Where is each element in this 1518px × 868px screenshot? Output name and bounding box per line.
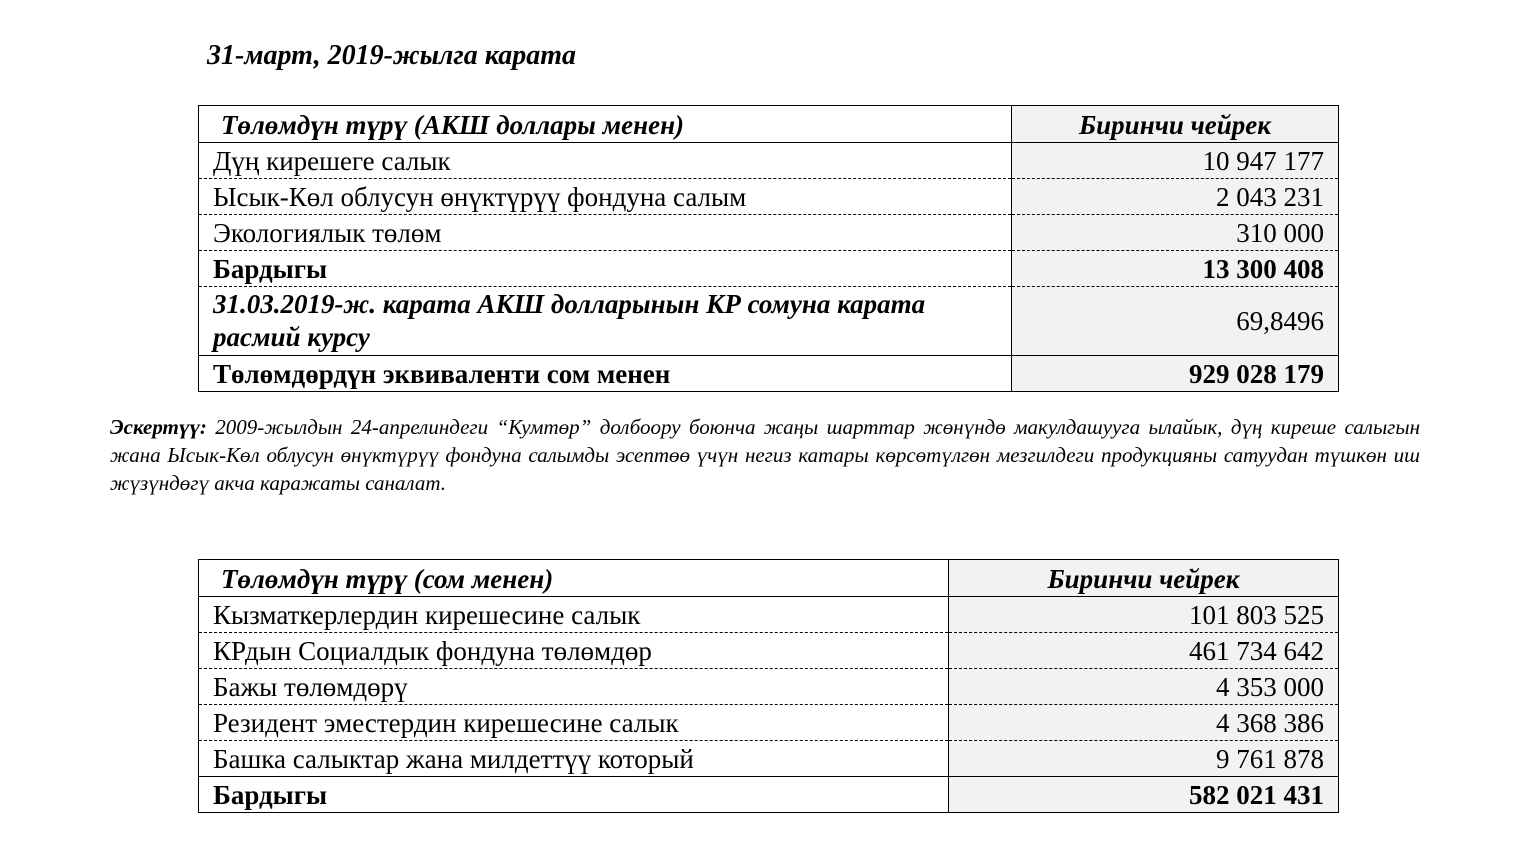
table-row [199,705,1339,741]
row-label: Дүң кирешеге салык [199,143,1012,179]
table-row [199,633,1339,669]
footnote [110,413,1420,497]
payment-type-header: Төлөмдүн түрү (АКШ доллары менен) [199,106,1012,143]
row-value: 310 000 [1012,215,1339,251]
row-label: КРдын Социалдык фондуна төлөмдөр [199,633,949,669]
row-label: Экологиялык төлөм [199,215,1012,251]
table-row [199,741,1339,777]
payment-type-header: Төлөмдүн түрү (сом менен) [199,560,949,597]
row-value: 461 734 642 [949,633,1339,669]
som-payments-table [198,559,1339,813]
row-value: 929 028 179 [1012,356,1339,392]
row-value: 4 368 386 [949,705,1339,741]
usd-payments-table [198,105,1339,392]
row-label: Резидент эместердин кирешесине салык [199,705,949,741]
exchange-rate-label: 31.03.2019-ж. карата АКШ долларынын КР сомуна карата расмий курсу [199,287,1012,356]
row-label: Кызматкерлердин кирешесине салык [199,597,949,633]
row-value: 10 947 177 [1012,143,1339,179]
total-row [199,777,1339,813]
report-date-heading: 31-март, 2019-жылга карата [207,40,577,71]
row-value: 13 300 408 [1012,251,1339,287]
row-value: 2 043 231 [1012,179,1339,215]
table-row [199,597,1339,633]
row-value: 101 803 525 [949,597,1339,633]
footnote-label: Эскертүү: [110,415,207,439]
table-header-row [199,560,1339,597]
row-label: Төлөмдөрдүн эквиваленти сом менен [199,356,1012,392]
row-label: Бардыгы [199,777,949,813]
som-equivalent-row [199,356,1339,392]
first-quarter-header: Биринчи чейрек [949,560,1339,597]
table-row [199,215,1339,251]
table-row [199,179,1339,215]
footnote-text: 2009-жылдын 24-апрелиндеги “Кумтөр” долбоору боюнча жаңы шарттар жөнүндө макулдашууга ылайык, дүң киреше салыгын жана Ысык-Көл облусун өнүктүрүү фондуна салымды эсептөө үчүн негиз катары көрсөтүлгөн мезгилдеги продукцияны сатуудан түшкөн иш жүзүндөгү акча каражаты саналат. [110,415,1420,495]
row-label: Бажы төлөмдөрү [199,669,949,705]
row-value: 582 021 431 [949,777,1339,813]
row-value: 4 353 000 [949,669,1339,705]
exchange-rate-row [199,287,1339,356]
subtotal-row [199,251,1339,287]
table-row [199,669,1339,705]
table-row [199,143,1339,179]
row-label: Бардыгы [199,251,1012,287]
first-quarter-header: Биринчи чейрек [1012,106,1339,143]
table-header-row [199,106,1339,143]
row-label: Башка салыктар жана милдеттүү который [199,741,949,777]
exchange-rate-value: 69,8496 [1012,287,1339,356]
row-value: 9 761 878 [949,741,1339,777]
row-label: Ысык-Көл облусун өнүктүрүү фондуна салым [199,179,1012,215]
